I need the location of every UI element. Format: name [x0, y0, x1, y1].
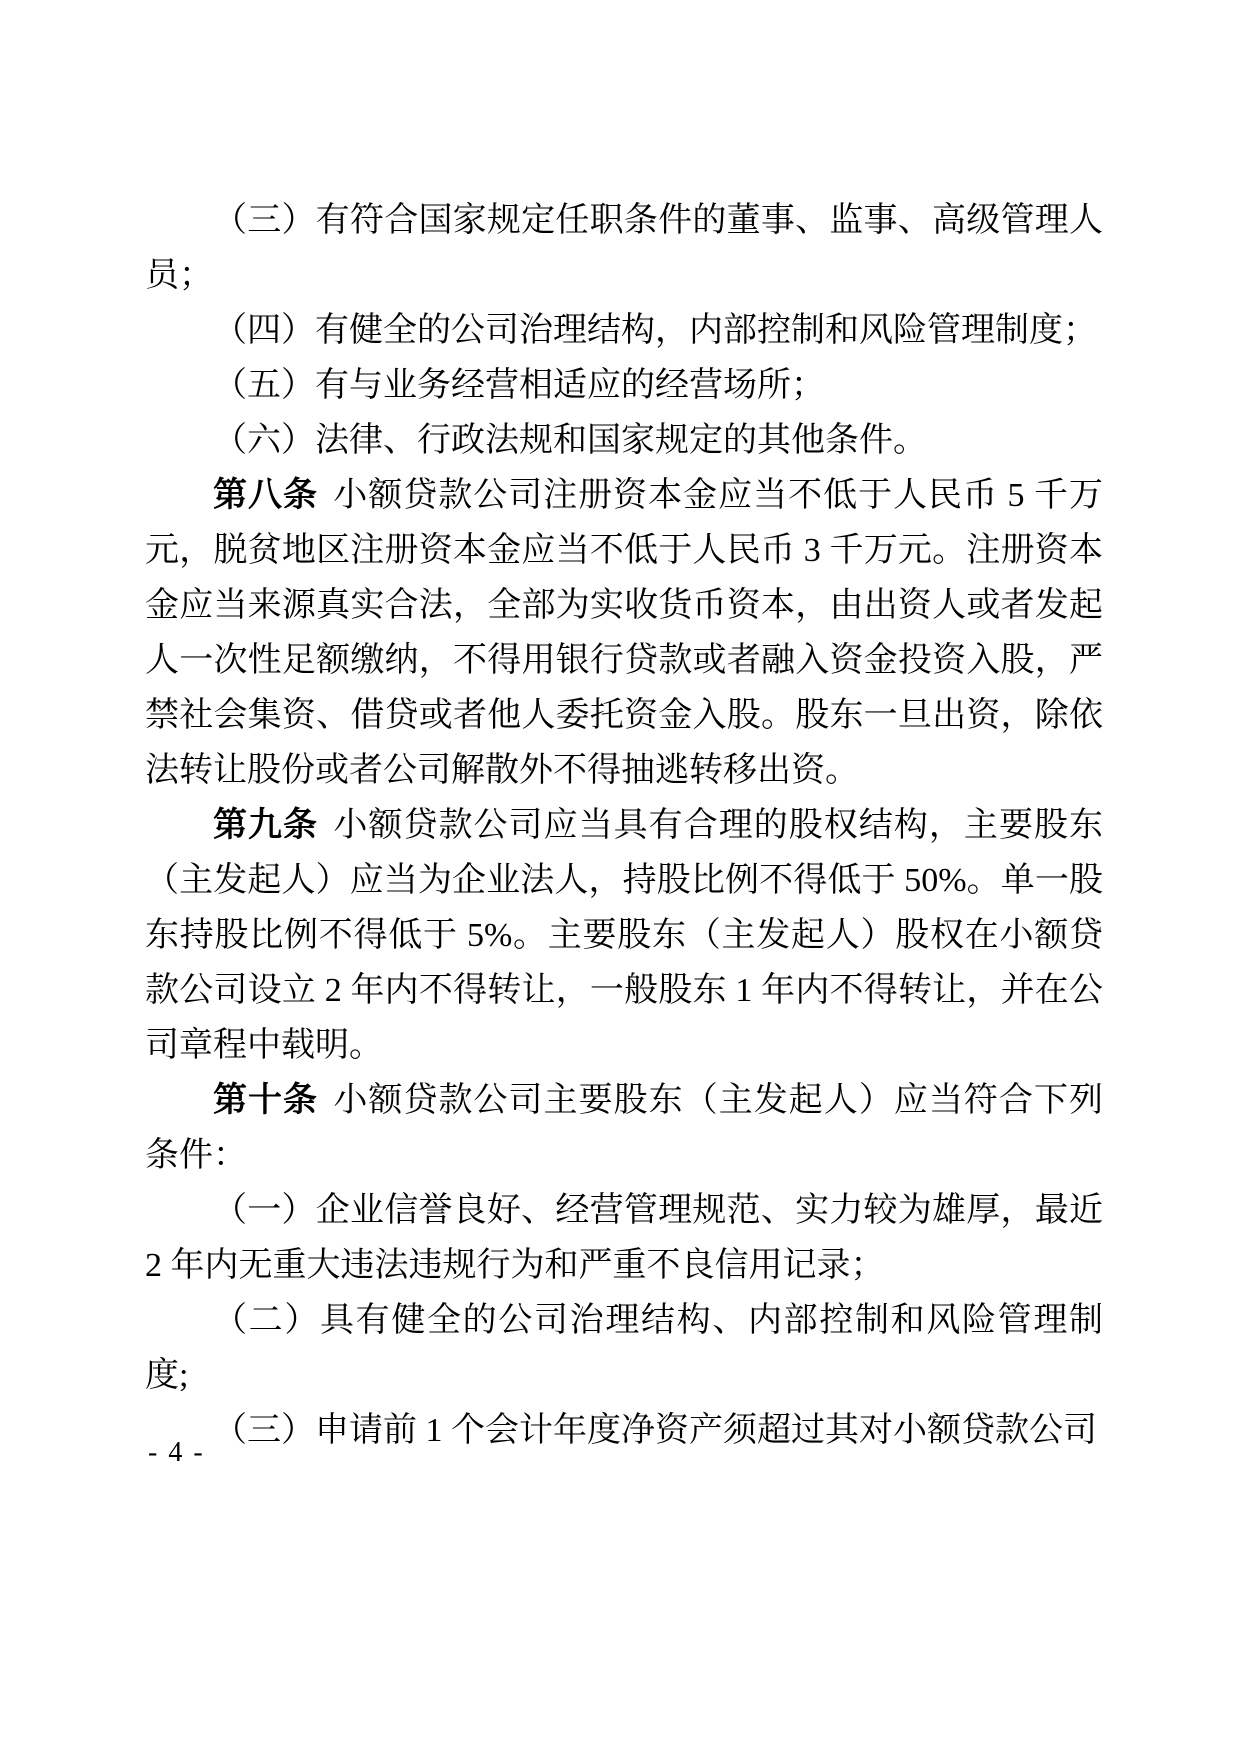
paragraph-text: （五）有与业务经营相适应的经营场所； — [213, 367, 825, 404]
paragraph-text: （三）申请前 1 个会计年度净资产须超过其对小额贷款公司 — [213, 1412, 1097, 1449]
paragraph-text: （二）具有健全的公司治理结构、内部控制和风险管理制度; — [145, 1302, 1103, 1394]
page-number: - 4 - — [148, 1437, 205, 1468]
paragraph-text: 小额贷款公司主要股东（主发起人）应当符合下列条件： — [145, 1082, 1104, 1174]
paragraph — [145, 1183, 1103, 1293]
paragraph-text: （三）有符合国家规定任职条件的董事、监事、高级管理人员； — [145, 202, 1103, 294]
article-number: 第八条 — [213, 476, 318, 514]
paragraph-text: （六）法律、行政法规和国家规定的其他条件。 — [213, 422, 927, 459]
article-number: 第十条 — [213, 1081, 319, 1119]
paragraph — [145, 358, 1103, 413]
paragraph — [145, 1403, 1103, 1458]
paragraph-text: 小额贷款公司应当具有合理的股权结构，主要股东（主发起人）应当为企业法人，持股比例不得低于 50%。单一股东持股比例不得低于 5%。主要股东（主发起人）股权在小额贷款公司设立 2 年内不得转让，一般股东 1 年内不得转让，并在公司章程中载明。 — [145, 807, 1104, 1064]
paragraph — [145, 303, 1103, 358]
paragraph — [145, 798, 1103, 1073]
paragraph-text: （一）企业信誉良好、经营管理规范、实力较为雄厚，最近 2 年内无重大违法违规行为和严重不良信用记录； — [145, 1192, 1103, 1284]
paragraph-text: （四）有健全的公司治理结构，内部控制和风险管理制度； — [213, 312, 1097, 349]
paragraph — [145, 468, 1103, 798]
article-number: 第九条 — [213, 806, 319, 844]
paragraph — [145, 1073, 1103, 1183]
document-body — [145, 193, 1103, 1458]
paragraph-text: 小额贷款公司注册资本金应当不低于人民币 5 千万元，脱贫地区注册资本金应当不低于人民币 3 千万元。注册资本金应当来源真实合法，全部为实收货币资本，由出资人或者发起人一次性足额缴纳，不得用银行贷款或者融入资金投资入股，严禁社会集资、借贷或者他人委托资金入股。股东一旦出资，除依法转让股份或者公司解散外不得抽逃转移出资。 — [145, 477, 1104, 789]
paragraph — [145, 1293, 1103, 1403]
paragraph — [145, 193, 1103, 303]
paragraph — [145, 413, 1103, 468]
